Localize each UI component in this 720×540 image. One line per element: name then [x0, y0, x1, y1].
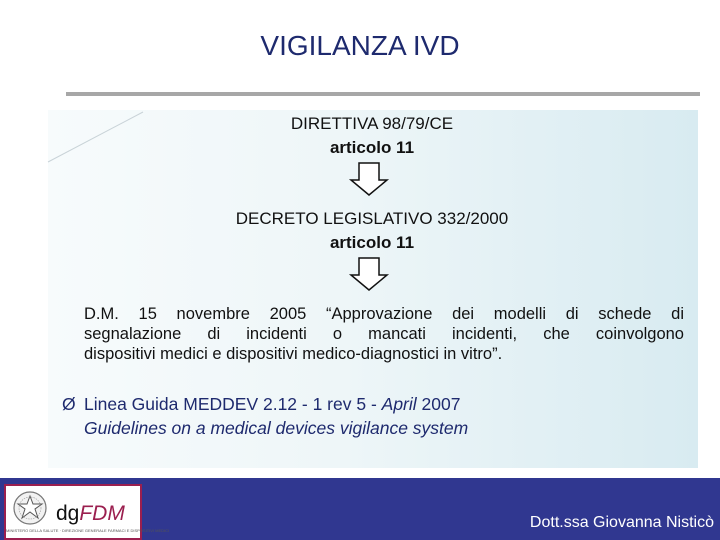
down-arrow-icon: [349, 162, 389, 196]
ministry-caption: MINISTERO DELLA SALUTE · DIREZIONE GENERALE FARMACI E DISPOSITIVI MEDICI: [6, 528, 170, 533]
decree-text-line: segnalazione di incidenti o mancati incidenti, che coinvolgono: [84, 325, 684, 343]
decree-text-line: dispositivi medici e dispositivi medico-diagnostici in vitro”.: [84, 345, 503, 363]
dgfdm-logo: [4, 484, 170, 540]
slide-title: VIGILANZA IVD: [260, 30, 460, 61]
guideline-line-2: Guidelines on a medical devices vigilance system: [84, 418, 469, 438]
italian-republic-emblem-icon: [12, 490, 48, 526]
arrow-bullet-icon: Ø: [62, 394, 76, 414]
title-divider: [66, 92, 700, 96]
ministerial-decree-text: [84, 304, 684, 364]
logo-wordmark: dgFDM: [56, 502, 125, 525]
decree-article: articolo 11: [329, 233, 415, 252]
decree-name: DECRETO LEGISLATIVO 332/2000: [235, 209, 509, 228]
decorative-diagonal: [48, 110, 148, 170]
guideline-line-1: Linea Guida MEDDEV 2.12 - 1 rev 5 - April 2007: [84, 394, 461, 414]
directive-article: articolo 11: [329, 138, 415, 157]
author-name: Dott.ssa Giovanna Nisticò: [529, 514, 714, 531]
down-arrow-icon: [349, 257, 389, 291]
decree-text-line: D.M. 15 novembre 2005 “Approvazione dei modelli di schede di: [84, 305, 684, 323]
directive-name: DIRETTIVA 98/79/CE: [290, 114, 454, 133]
